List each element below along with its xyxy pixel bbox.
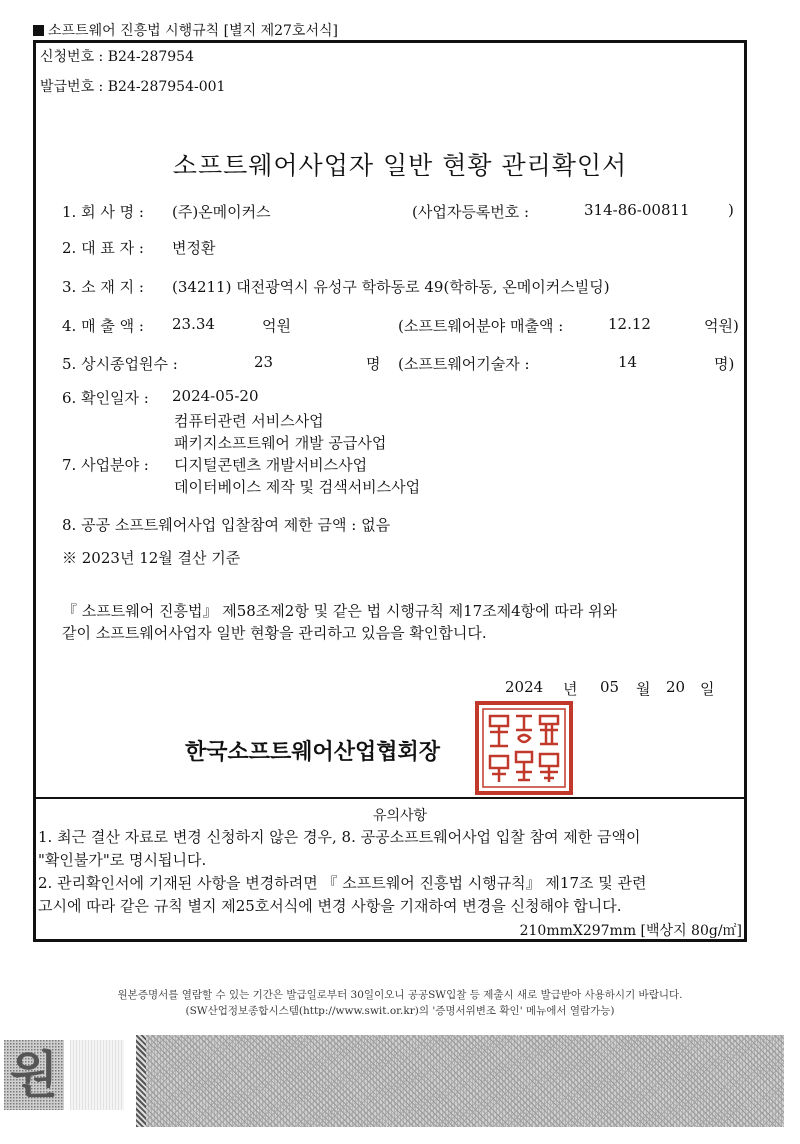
company-label: 1. 회 사 명 :	[62, 203, 144, 221]
employees-value: 23	[254, 353, 274, 371]
business-field-item: 컴퓨터관련 서비스사업	[174, 412, 324, 430]
basis-note: ※ 2023년 12월 결산 기준	[62, 549, 241, 567]
business-field-item: 데이터베이스 제작 및 검색서비스사업	[174, 478, 421, 496]
statement-line: 『 소프트웨어 진흥법』 제58조제2항 및 같은 법 시행규칙 제17조제4항에 따라 위와	[62, 602, 618, 620]
business-field-item: 디지털콘텐츠 개발서비스사업	[174, 456, 368, 474]
footer-line: (SW산업정보종합시스템(http://www.swit.or.kr)의 '증명서위변조 확인' 메뉴에서 열람가능)	[185, 1005, 615, 1017]
sw-tech-label: (소프트웨어기술자 :	[398, 355, 530, 373]
issue-month: 05	[600, 678, 620, 696]
sw-tech-unit: 명)	[714, 355, 735, 373]
business-reg-label: (사업자등록번호 :	[412, 203, 530, 221]
business-fields-label: 7. 사업분야 :	[62, 456, 149, 474]
original-mark-text: 원	[9, 1046, 59, 1104]
issue-number: 발급번호 : B24-287954-001	[40, 79, 226, 95]
form-label: 소프트웨어 진흥법 시행규칙 [별지 제27호서식]	[33, 20, 338, 40]
notes-line: "확인불가"로 명시됩니다.	[38, 851, 207, 869]
anti-forgery-pattern	[136, 1035, 784, 1127]
sales-value: 23.34	[172, 315, 215, 333]
business-reg-number: 314-86-00811	[584, 201, 690, 219]
anti-forgery-edge	[136, 1035, 146, 1127]
sw-sales-label: (소프트웨어분야 매출액 :	[398, 317, 564, 335]
document-title: 소프트웨어사업자 일반 현황 관리확인서	[172, 151, 628, 180]
issuer-name: 한국소프트웨어산업협회장	[185, 740, 441, 765]
notes-line: 1. 최근 결산 자료로 변경 신청하지 않은 경우, 8. 공공소프트웨어사업 입찰 참여 제한 금액이	[38, 828, 641, 846]
square-bullet-icon	[33, 25, 44, 36]
notes-heading: 유의사항	[372, 808, 428, 824]
representative-name: 변정환	[172, 239, 216, 257]
sw-sales-unit: 억원)	[704, 317, 739, 335]
sales-label: 4. 매 출 액 :	[62, 317, 144, 335]
footer-line: 원본증명서를 열람할 수 있는 기간은 발급일로부터 30일이오니 공공SW입찰 등 제출시 새로 발급받아 사용하시기 바랍니다.	[117, 989, 683, 1001]
statement-line: 같이 소프트웨어사업자 일반 현황을 관리하고 있음을 확인합니다.	[62, 624, 487, 642]
company-name: (주)온메이커스	[172, 203, 271, 221]
employees-unit: 명	[366, 355, 381, 373]
issue-day: 20	[666, 678, 686, 696]
issue-day-unit: 일	[700, 680, 715, 698]
bid-limit: 8. 공공 소프트웨어사업 입찰참여 제한 금액 : 없음	[62, 516, 391, 534]
paper-spec: 210mmX297mm [백상지 80g/㎡]	[519, 923, 742, 939]
issue-month-unit: 월	[636, 680, 651, 698]
notice-divider	[33, 797, 747, 799]
address-value: (34211) 대전광역시 유성구 학하동로 49(학하동, 온메이커스빌딩)	[172, 278, 610, 296]
original-mark-pattern	[70, 1040, 124, 1110]
sw-sales-value: 12.12	[608, 315, 651, 333]
sw-tech-value: 14	[618, 353, 638, 371]
application-number: 신청번호 : B24-287954	[40, 49, 194, 65]
confirm-date-value: 2024-05-20	[172, 387, 259, 405]
notes-line: 고시에 따라 같은 규칙 별지 제25호서식에 변경 사항을 기재하여 변경을 신청해야 합니다.	[38, 897, 622, 915]
employees-label: 5. 상시종업원수 :	[62, 355, 178, 373]
notes-line: 2. 관리확인서에 기재된 사항을 변경하려면 『 소프트웨어 진흥법 시행규칙』 제17조 및 관련	[38, 874, 647, 892]
confirm-date-label: 6. 확인일자 :	[62, 389, 149, 407]
business-reg-close: )	[728, 201, 734, 219]
representative-label: 2. 대 표 자 :	[62, 239, 144, 257]
business-field-item: 패키지소프트웨어 개발 공급사업	[174, 434, 387, 452]
sales-unit: 억원	[262, 317, 291, 335]
original-mark	[4, 1040, 64, 1110]
address-label: 3. 소 재 지 :	[62, 278, 144, 296]
issue-year-unit: 년	[563, 680, 578, 698]
issue-year: 2024	[505, 678, 544, 696]
official-seal-icon	[474, 700, 574, 796]
